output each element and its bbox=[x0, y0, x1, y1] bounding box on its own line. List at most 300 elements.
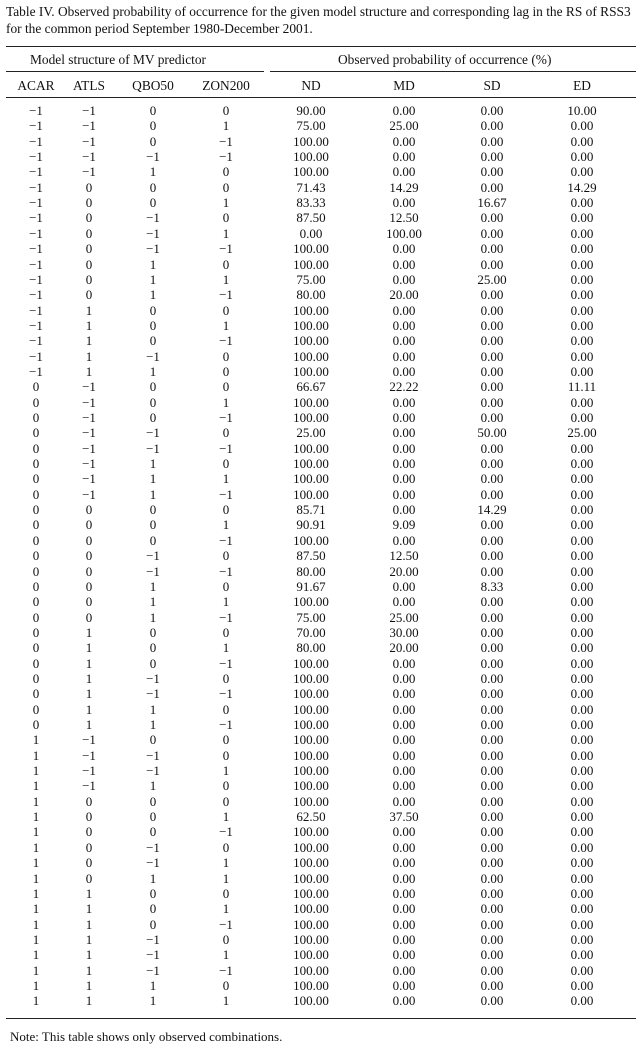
cell-md: 0.00 bbox=[392, 732, 416, 748]
cell-sd: 0.00 bbox=[480, 118, 504, 134]
cell-zon200: −1 bbox=[219, 486, 233, 502]
cell-sd: 0.00 bbox=[480, 977, 504, 993]
cell-acar: −1 bbox=[29, 133, 43, 149]
cell-ed: 0.00 bbox=[570, 563, 594, 579]
cell-ed: 0.00 bbox=[570, 333, 594, 349]
cell-md: 0.00 bbox=[392, 885, 416, 901]
cell-qbo50: 0 bbox=[149, 532, 157, 548]
cell-zon200: 0 bbox=[222, 670, 230, 686]
cell-md: 0.00 bbox=[392, 440, 416, 456]
cell-nd: 100.00 bbox=[293, 916, 329, 932]
cell-md: 0.00 bbox=[392, 763, 416, 779]
cell-sd: 0.00 bbox=[480, 732, 504, 748]
cell-ed: 0.00 bbox=[570, 916, 594, 932]
cell-nd: 100.00 bbox=[293, 333, 329, 349]
cell-sd: 0.00 bbox=[480, 609, 504, 625]
cell-md: 0.00 bbox=[392, 486, 416, 502]
cell-nd: 62.50 bbox=[296, 809, 326, 825]
cell-ed: 0.00 bbox=[570, 839, 594, 855]
cell-qbo50: 0 bbox=[149, 885, 157, 901]
cell-ed: 0.00 bbox=[570, 532, 594, 548]
cell-acar: 1 bbox=[32, 947, 40, 963]
cell-acar: 0 bbox=[32, 640, 40, 656]
cell-ed: 0.00 bbox=[570, 302, 594, 318]
cell-ed: 0.00 bbox=[570, 363, 594, 379]
cell-atls: −1 bbox=[82, 164, 96, 180]
cell-atls: −1 bbox=[82, 379, 96, 395]
cell-qbo50: 0 bbox=[149, 133, 157, 149]
cell-zon200: 0 bbox=[222, 885, 230, 901]
cell-atls: 1 bbox=[85, 333, 93, 349]
cell-zon200: −1 bbox=[219, 532, 233, 548]
top-rule bbox=[6, 46, 636, 47]
cell-acar: 1 bbox=[32, 732, 40, 748]
cell-ed: 0.00 bbox=[570, 594, 594, 610]
cell-ed: 0.00 bbox=[570, 977, 594, 993]
cell-acar: 0 bbox=[32, 717, 40, 732]
cell-nd: 83.33 bbox=[296, 195, 326, 211]
cell-sd: 0.00 bbox=[480, 486, 504, 502]
cell-qbo50: 0 bbox=[149, 517, 157, 533]
cell-zon200: 1 bbox=[222, 195, 230, 211]
cell-atls: 0 bbox=[85, 256, 93, 272]
cell-sd: 0.00 bbox=[480, 363, 504, 379]
cell-md: 30.00 bbox=[389, 624, 419, 640]
cell-nd: 100.00 bbox=[293, 363, 329, 379]
cell-ed: 0.00 bbox=[570, 655, 594, 671]
cell-acar: 0 bbox=[32, 594, 40, 610]
cell-md: 25.00 bbox=[389, 609, 419, 625]
cell-ed: 0.00 bbox=[570, 732, 594, 748]
cell-nd: 75.00 bbox=[296, 609, 326, 625]
cell-atls: 1 bbox=[85, 655, 93, 671]
cell-qbo50: 0 bbox=[149, 640, 157, 656]
cell-qbo50: −1 bbox=[146, 931, 160, 947]
column-header-qbo50: QBO50 bbox=[132, 78, 174, 93]
cell-nd: 100.00 bbox=[293, 977, 329, 993]
cell-md: 0.00 bbox=[392, 256, 416, 272]
cell-atls: 1 bbox=[85, 701, 93, 717]
cell-md: 20.00 bbox=[389, 640, 419, 656]
cell-zon200: 0 bbox=[222, 624, 230, 640]
cell-qbo50: −1 bbox=[146, 348, 160, 364]
cell-qbo50: −1 bbox=[146, 563, 160, 579]
cell-atls: 1 bbox=[85, 317, 93, 333]
cell-sd: 0.00 bbox=[480, 885, 504, 901]
cell-zon200: −1 bbox=[219, 241, 233, 257]
cell-nd: 100.00 bbox=[293, 410, 329, 425]
cell-md: 0.00 bbox=[392, 855, 416, 871]
cell-ed: 0.00 bbox=[570, 394, 594, 410]
cell-md: 0.00 bbox=[392, 333, 416, 349]
cell-acar: −1 bbox=[29, 164, 43, 180]
cell-ed: 0.00 bbox=[570, 210, 594, 226]
cell-nd: 100.00 bbox=[293, 486, 329, 502]
cell-ed: 0.00 bbox=[570, 548, 594, 564]
cell-atls: 0 bbox=[85, 793, 93, 809]
cell-ed: 0.00 bbox=[570, 256, 594, 272]
cell-zon200: 0 bbox=[222, 931, 230, 947]
cell-ed: 0.00 bbox=[570, 271, 594, 287]
cell-acar: 0 bbox=[32, 425, 40, 441]
cell-sd: 8.33 bbox=[480, 578, 504, 594]
cell-atls: 1 bbox=[85, 931, 93, 947]
cell-acar: 1 bbox=[32, 855, 40, 871]
cell-qbo50: 0 bbox=[149, 824, 157, 840]
cell-acar: −1 bbox=[29, 210, 43, 226]
cell-atls: 0 bbox=[85, 532, 93, 548]
cell-sd: 0.00 bbox=[480, 655, 504, 671]
cell-atls: 0 bbox=[85, 578, 93, 594]
cell-nd: 71.43 bbox=[296, 179, 326, 195]
cell-nd: 75.00 bbox=[296, 271, 326, 287]
cell-zon200: 1 bbox=[222, 317, 230, 333]
cell-acar: 0 bbox=[32, 532, 40, 548]
cell-acar: −1 bbox=[29, 302, 43, 318]
cell-md: 0.00 bbox=[392, 133, 416, 149]
cell-nd: 100.00 bbox=[293, 317, 329, 333]
cell-acar: −1 bbox=[29, 317, 43, 333]
cell-atls: −1 bbox=[82, 410, 96, 425]
cell-zon200: 0 bbox=[222, 578, 230, 594]
cell-atls: −1 bbox=[82, 133, 96, 149]
cell-zon200: 1 bbox=[222, 901, 230, 917]
cell-acar: 1 bbox=[32, 793, 40, 809]
cell-atls: 0 bbox=[85, 563, 93, 579]
cell-nd: 100.00 bbox=[293, 732, 329, 748]
cell-md: 0.00 bbox=[392, 686, 416, 702]
cell-zon200: −1 bbox=[219, 686, 233, 702]
cell-qbo50: 1 bbox=[149, 977, 157, 993]
cell-ed: 0.00 bbox=[570, 931, 594, 947]
cell-sd: 0.00 bbox=[480, 824, 504, 840]
cell-atls: 0 bbox=[85, 271, 93, 287]
cell-md: 0.00 bbox=[392, 578, 416, 594]
cell-qbo50: −1 bbox=[146, 839, 160, 855]
cell-md: 0.00 bbox=[392, 471, 416, 487]
cell-sd: 0.00 bbox=[480, 931, 504, 947]
cell-zon200: −1 bbox=[219, 824, 233, 840]
cell-qbo50: −1 bbox=[146, 440, 160, 456]
cell-acar: 0 bbox=[32, 578, 40, 594]
cell-md: 37.50 bbox=[389, 809, 419, 825]
bottom-rule bbox=[6, 1018, 636, 1019]
cell-zon200: 1 bbox=[222, 809, 230, 825]
cell-md: 0.00 bbox=[392, 425, 416, 441]
cell-md: 0.00 bbox=[392, 348, 416, 364]
cell-sd: 0.00 bbox=[480, 855, 504, 871]
cell-md: 0.00 bbox=[392, 824, 416, 840]
cell-sd: 0.00 bbox=[480, 302, 504, 318]
cell-qbo50: 0 bbox=[149, 410, 157, 425]
cell-ed: 0.00 bbox=[570, 793, 594, 809]
cell-sd: 0.00 bbox=[480, 947, 504, 963]
cell-ed: 0.00 bbox=[570, 686, 594, 702]
cell-sd: 25.00 bbox=[477, 271, 507, 287]
group-header-observed-probability: Observed probability of occurrence (%) bbox=[338, 52, 552, 67]
cell-nd: 91.67 bbox=[296, 578, 326, 594]
cell-zon200: 1 bbox=[222, 993, 230, 1009]
cell-md: 0.00 bbox=[392, 977, 416, 993]
cell-atls: −1 bbox=[82, 732, 96, 748]
cell-acar: −1 bbox=[29, 179, 43, 195]
cell-sd: 0.00 bbox=[480, 548, 504, 564]
cell-nd: 100.00 bbox=[293, 149, 329, 165]
cell-ed: 0.00 bbox=[570, 747, 594, 763]
cell-qbo50: −1 bbox=[146, 686, 160, 702]
cell-nd: 100.00 bbox=[293, 394, 329, 410]
cell-acar: 0 bbox=[32, 563, 40, 579]
cell-md: 0.00 bbox=[392, 195, 416, 211]
cell-qbo50: 1 bbox=[149, 486, 157, 502]
cell-acar: 0 bbox=[32, 379, 40, 395]
cell-atls: −1 bbox=[82, 425, 96, 441]
cell-sd: 0.00 bbox=[480, 133, 504, 149]
cell-qbo50: −1 bbox=[146, 747, 160, 763]
cell-md: 0.00 bbox=[392, 502, 416, 518]
cell-acar: 1 bbox=[32, 839, 40, 855]
cell-acar: 0 bbox=[32, 394, 40, 410]
cell-zon200: 1 bbox=[222, 763, 230, 779]
cell-nd: 100.00 bbox=[293, 855, 329, 871]
cell-sd: 0.00 bbox=[480, 348, 504, 364]
cell-atls: 1 bbox=[85, 640, 93, 656]
cell-zon200: 0 bbox=[222, 302, 230, 318]
cell-md: 100.00 bbox=[386, 225, 422, 241]
cell-sd: 0.00 bbox=[480, 210, 504, 226]
cell-acar: −1 bbox=[29, 103, 43, 118]
cell-zon200: 0 bbox=[222, 379, 230, 395]
cell-acar: 0 bbox=[32, 410, 40, 425]
cell-md: 0.00 bbox=[392, 916, 416, 932]
cell-ed: 0.00 bbox=[570, 670, 594, 686]
cell-md: 0.00 bbox=[392, 947, 416, 963]
cell-acar: 0 bbox=[32, 701, 40, 717]
cell-nd: 100.00 bbox=[293, 947, 329, 963]
cell-acar: 0 bbox=[32, 548, 40, 564]
cell-md: 0.00 bbox=[392, 456, 416, 472]
group-rule-left bbox=[6, 71, 264, 72]
cell-nd: 70.00 bbox=[296, 624, 326, 640]
cell-atls: −1 bbox=[82, 394, 96, 410]
cell-qbo50: 1 bbox=[149, 993, 157, 1009]
cell-zon200: 1 bbox=[222, 855, 230, 871]
cell-nd: 100.00 bbox=[293, 839, 329, 855]
cell-md: 0.00 bbox=[392, 317, 416, 333]
cell-nd: 100.00 bbox=[293, 701, 329, 717]
cell-ed: 14.29 bbox=[567, 179, 597, 195]
cell-ed: 0.00 bbox=[570, 609, 594, 625]
cell-acar: 1 bbox=[32, 747, 40, 763]
cell-qbo50: 1 bbox=[149, 271, 157, 287]
cell-qbo50: 0 bbox=[149, 793, 157, 809]
cell-atls: 0 bbox=[85, 870, 93, 886]
cell-nd: 100.00 bbox=[293, 440, 329, 456]
cell-ed: 0.00 bbox=[570, 195, 594, 211]
cell-zon200: 0 bbox=[222, 456, 230, 472]
cell-sd: 0.00 bbox=[480, 379, 504, 395]
cell-acar: 0 bbox=[32, 670, 40, 686]
cell-atls: 0 bbox=[85, 548, 93, 564]
cell-acar: −1 bbox=[29, 256, 43, 272]
cell-zon200: −1 bbox=[219, 655, 233, 671]
cell-atls: 1 bbox=[85, 348, 93, 364]
cell-ed: 0.00 bbox=[570, 640, 594, 656]
cell-ed: 0.00 bbox=[570, 947, 594, 963]
cell-sd: 0.00 bbox=[480, 763, 504, 779]
cell-acar: 1 bbox=[32, 885, 40, 901]
cell-ed: 0.00 bbox=[570, 410, 594, 425]
cell-md: 0.00 bbox=[392, 241, 416, 257]
cell-nd: 87.50 bbox=[296, 548, 326, 564]
cell-sd: 0.00 bbox=[480, 809, 504, 825]
cell-zon200: 0 bbox=[222, 548, 230, 564]
cell-md: 0.00 bbox=[392, 532, 416, 548]
cell-md: 20.00 bbox=[389, 563, 419, 579]
cell-sd: 0.00 bbox=[480, 256, 504, 272]
cell-qbo50: −1 bbox=[146, 149, 160, 165]
cell-qbo50: 0 bbox=[149, 901, 157, 917]
cell-atls: −1 bbox=[82, 440, 96, 456]
cell-ed: 0.00 bbox=[570, 456, 594, 472]
cell-qbo50: −1 bbox=[146, 947, 160, 963]
cell-zon200: 1 bbox=[222, 225, 230, 241]
cell-sd: 0.00 bbox=[480, 287, 504, 303]
cell-acar: 1 bbox=[32, 962, 40, 978]
cell-acar: −1 bbox=[29, 363, 43, 379]
cell-zon200: −1 bbox=[219, 410, 233, 425]
cell-nd: 100.00 bbox=[293, 824, 329, 840]
cell-atls: 1 bbox=[85, 977, 93, 993]
cell-qbo50: −1 bbox=[146, 425, 160, 441]
cell-ed: 10.00 bbox=[567, 103, 597, 118]
column-header-md: MD bbox=[393, 78, 415, 93]
cell-sd: 0.00 bbox=[480, 394, 504, 410]
cell-qbo50: 0 bbox=[149, 179, 157, 195]
cell-acar: 0 bbox=[32, 471, 40, 487]
cell-qbo50: −1 bbox=[146, 670, 160, 686]
cell-acar: 0 bbox=[32, 624, 40, 640]
cell-ed: 0.00 bbox=[570, 241, 594, 257]
cell-md: 0.00 bbox=[392, 302, 416, 318]
cell-md: 20.00 bbox=[389, 287, 419, 303]
cell-qbo50: −1 bbox=[146, 225, 160, 241]
cell-atls: 1 bbox=[85, 993, 93, 1009]
cell-md: 0.00 bbox=[392, 993, 416, 1009]
cell-nd: 100.00 bbox=[293, 456, 329, 472]
cell-atls: −1 bbox=[82, 149, 96, 165]
cell-qbo50: 0 bbox=[149, 502, 157, 518]
cell-qbo50: 1 bbox=[149, 256, 157, 272]
cell-zon200: 1 bbox=[222, 947, 230, 963]
cell-atls: 1 bbox=[85, 302, 93, 318]
cell-sd: 0.00 bbox=[480, 901, 504, 917]
cell-sd: 0.00 bbox=[480, 103, 504, 118]
cell-atls: 0 bbox=[85, 517, 93, 533]
cell-nd: 80.00 bbox=[296, 563, 326, 579]
cell-qbo50: −1 bbox=[146, 210, 160, 226]
cell-acar: 0 bbox=[32, 440, 40, 456]
cell-sd: 0.00 bbox=[480, 916, 504, 932]
cell-atls: −1 bbox=[82, 778, 96, 794]
cell-nd: 100.00 bbox=[293, 962, 329, 978]
cell-ed: 0.00 bbox=[570, 486, 594, 502]
cell-md: 0.00 bbox=[392, 594, 416, 610]
cell-atls: −1 bbox=[82, 118, 96, 134]
cell-nd: 90.91 bbox=[296, 517, 326, 533]
cell-zon200: 0 bbox=[222, 210, 230, 226]
cell-zon200: −1 bbox=[219, 916, 233, 932]
cell-sd: 14.29 bbox=[477, 502, 507, 518]
cell-sd: 0.00 bbox=[480, 410, 504, 425]
cell-zon200: −1 bbox=[219, 287, 233, 303]
cell-sd: 0.00 bbox=[480, 563, 504, 579]
cell-atls: 1 bbox=[85, 363, 93, 379]
cell-ed: 0.00 bbox=[570, 517, 594, 533]
cell-ed: 0.00 bbox=[570, 778, 594, 794]
cell-atls: 1 bbox=[85, 947, 93, 963]
cell-zon200: 0 bbox=[222, 348, 230, 364]
cell-zon200: 0 bbox=[222, 425, 230, 441]
cell-sd: 0.00 bbox=[480, 962, 504, 978]
cell-sd: 0.00 bbox=[480, 241, 504, 257]
cell-md: 0.00 bbox=[392, 901, 416, 917]
cell-zon200: 0 bbox=[222, 977, 230, 993]
cell-zon200: 1 bbox=[222, 640, 230, 656]
cell-ed: 0.00 bbox=[570, 502, 594, 518]
cell-nd: 87.50 bbox=[296, 210, 326, 226]
cell-atls: −1 bbox=[82, 103, 96, 118]
cell-md: 0.00 bbox=[392, 655, 416, 671]
cell-zon200: −1 bbox=[219, 609, 233, 625]
cell-zon200: 1 bbox=[222, 118, 230, 134]
cell-sd: 0.00 bbox=[480, 333, 504, 349]
cell-nd: 100.00 bbox=[293, 133, 329, 149]
cell-ed: 0.00 bbox=[570, 149, 594, 165]
cell-nd: 100.00 bbox=[293, 348, 329, 364]
cell-atls: 0 bbox=[85, 609, 93, 625]
cell-nd: 80.00 bbox=[296, 640, 326, 656]
cell-qbo50: 0 bbox=[149, 809, 157, 825]
cell-acar: 0 bbox=[32, 456, 40, 472]
cell-sd: 0.00 bbox=[480, 839, 504, 855]
cell-acar: −1 bbox=[29, 348, 43, 364]
cell-zon200: 0 bbox=[222, 732, 230, 748]
cell-sd: 0.00 bbox=[480, 701, 504, 717]
cell-atls: −1 bbox=[82, 763, 96, 779]
cell-nd: 100.00 bbox=[293, 870, 329, 886]
cell-sd: 0.00 bbox=[480, 517, 504, 533]
cell-acar: −1 bbox=[29, 241, 43, 257]
cell-qbo50: 1 bbox=[149, 363, 157, 379]
cell-nd: 100.00 bbox=[293, 532, 329, 548]
cell-ed: 0.00 bbox=[570, 164, 594, 180]
cell-qbo50: −1 bbox=[146, 548, 160, 564]
cell-sd: 0.00 bbox=[480, 225, 504, 241]
cell-qbo50: 1 bbox=[149, 164, 157, 180]
cell-sd: 0.00 bbox=[480, 717, 504, 732]
cell-ed: 0.00 bbox=[570, 624, 594, 640]
cell-qbo50: 1 bbox=[149, 609, 157, 625]
cell-acar: −1 bbox=[29, 287, 43, 303]
group-header-model-structure: Model structure of MV predictor bbox=[30, 52, 207, 67]
cell-nd: 100.00 bbox=[293, 471, 329, 487]
cell-acar: 1 bbox=[32, 916, 40, 932]
cell-nd: 75.00 bbox=[296, 118, 326, 134]
cell-qbo50: 1 bbox=[149, 471, 157, 487]
cell-zon200: 1 bbox=[222, 870, 230, 886]
cell-qbo50: 1 bbox=[149, 778, 157, 794]
